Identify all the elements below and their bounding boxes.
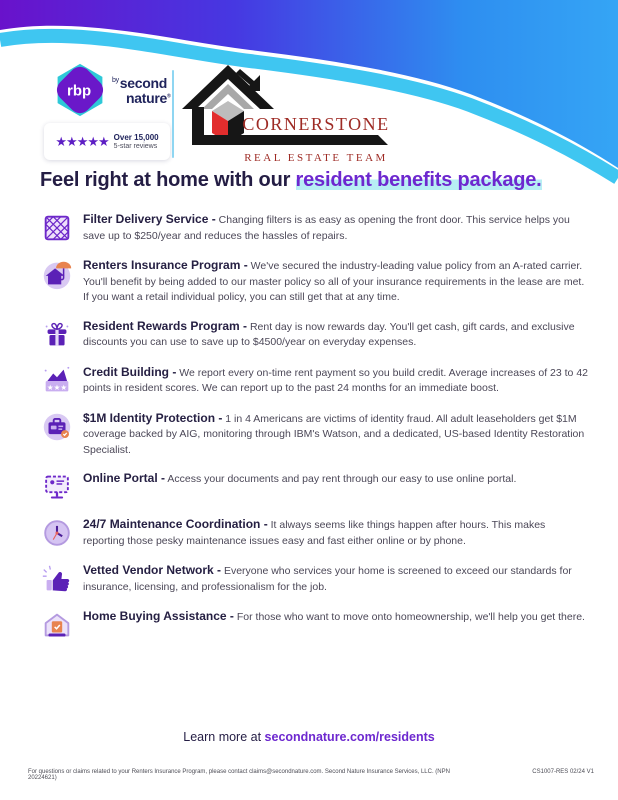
benefit-description: For those who want to move onto homeownership, we'll help you get there. <box>233 611 585 623</box>
benefit-description: It always seems like things happen after hours. This makes reporting those pesky maintenance issues easy and fast either online or by phone. <box>83 519 546 547</box>
five-stars-icon: ★★★★★ <box>55 133 109 149</box>
benefit-row <box>40 410 588 459</box>
house-check-icon <box>40 608 74 642</box>
svg-text:★★★: ★★★ <box>46 382 68 392</box>
logo-divider <box>172 70 174 158</box>
benefit-title: Filter Delivery Service - <box>83 212 216 226</box>
gift-icon <box>40 318 74 352</box>
clock-icon <box>40 516 74 550</box>
benefits-list <box>40 211 588 654</box>
page-title <box>40 169 600 192</box>
benefit-row <box>40 211 588 245</box>
benefit-title: 24/7 Maintenance Coordination - <box>83 517 268 531</box>
legal-text: For questions or claims related to your Renters Insurance Program, please contact claims@secondnature.com. Second Nature Insurance Services, LLC. (NPN 20224621) <box>28 769 450 781</box>
learn-more-link[interactable]: secondnature.com/residents <box>264 730 435 744</box>
benefit-title: Vetted Vendor Network - <box>83 563 222 577</box>
monitor-icon <box>40 470 74 504</box>
partner-name: CORNERSTONE <box>242 114 390 134</box>
benefit-description: 1 in 4 Americans are victims of identity fraud. All adult leaseholders get $1M coverage backed by AIG, monitoring through IBM's Watson, and a dedicated, US-based Identity Restoration Specialist. <box>83 412 585 456</box>
benefit-row <box>40 364 588 398</box>
by-label: by <box>112 77 119 84</box>
rbp-logo-text: rbp <box>67 82 92 100</box>
second-nature-wordmark <box>112 74 170 105</box>
benefit-row <box>40 257 588 306</box>
partner-subtitle: REAL ESTATE TEAM <box>244 152 388 164</box>
rbp-logo <box>52 62 108 118</box>
second-label: second <box>119 75 168 91</box>
benefit-title: Resident Rewards Program - <box>83 318 248 333</box>
benefit-description: Changing filters is as easy as opening the front door. This service helps you save up to $250/year and reduces the hassles of repairs. <box>83 214 570 242</box>
headline-prefix: Feel right at home with our <box>40 169 296 191</box>
benefit-title: Renters Insurance Program - <box>83 258 248 272</box>
benefit-row <box>40 608 588 642</box>
cornerstone-logo <box>182 57 398 167</box>
benefit-description: Access your documents and pay rent through our easy to use online portal. <box>165 473 517 485</box>
benefit-title: Online Portal - <box>83 471 166 485</box>
doc-code: CS1007-RES 02/24 V1 <box>532 769 594 775</box>
benefit-title: Home Buying Assistance - <box>83 609 234 623</box>
filter-icon <box>40 211 74 245</box>
benefit-row <box>40 562 588 596</box>
learn-more-line <box>0 730 618 744</box>
id-card-lock-icon <box>40 410 74 444</box>
thumbs-up-icon <box>40 562 74 596</box>
benefit-description: We've secured the industry-leading value policy from an A-rated carrier. You'll benefit by being added to our master policy so all of your insurance requirements in the lease are met. If you want a retail individual policy, you can still get that at any time. <box>83 260 585 303</box>
credit-stars-icon <box>40 364 74 398</box>
nature-label: nature® <box>126 89 171 106</box>
benefit-row <box>40 318 588 352</box>
benefit-row <box>40 470 588 504</box>
benefit-description: Everyone who services your home is screened to exceed our standards for insurance, licensing, and professionalism for the job. <box>83 565 572 593</box>
umbrella-house-icon <box>40 257 74 291</box>
benefit-row <box>40 516 588 550</box>
learn-more-prefix: Learn more at <box>183 730 265 744</box>
benefit-description: Rent day is now rewards day. You'll get cash, gift cards, and exclusive discounts you can use to save up to $4500/year on everyday expenses. <box>83 320 575 348</box>
headline-highlight: resident benefits package. <box>295 169 542 191</box>
reviews-caption: 5-star reviews <box>113 142 158 150</box>
reviews-badge <box>44 123 170 160</box>
benefit-description: We report every on-time rent payment so you build credit. Average increases of 23 to 42 points in resident scores. We can report up to the past 24 months for an immediate boost. <box>83 366 588 394</box>
benefit-title: $1M Identity Protection - <box>83 410 223 425</box>
benefit-title: Credit Building - <box>83 364 177 379</box>
reviews-count: Over 15,000 <box>113 132 159 142</box>
fine-print-bar <box>28 769 594 781</box>
